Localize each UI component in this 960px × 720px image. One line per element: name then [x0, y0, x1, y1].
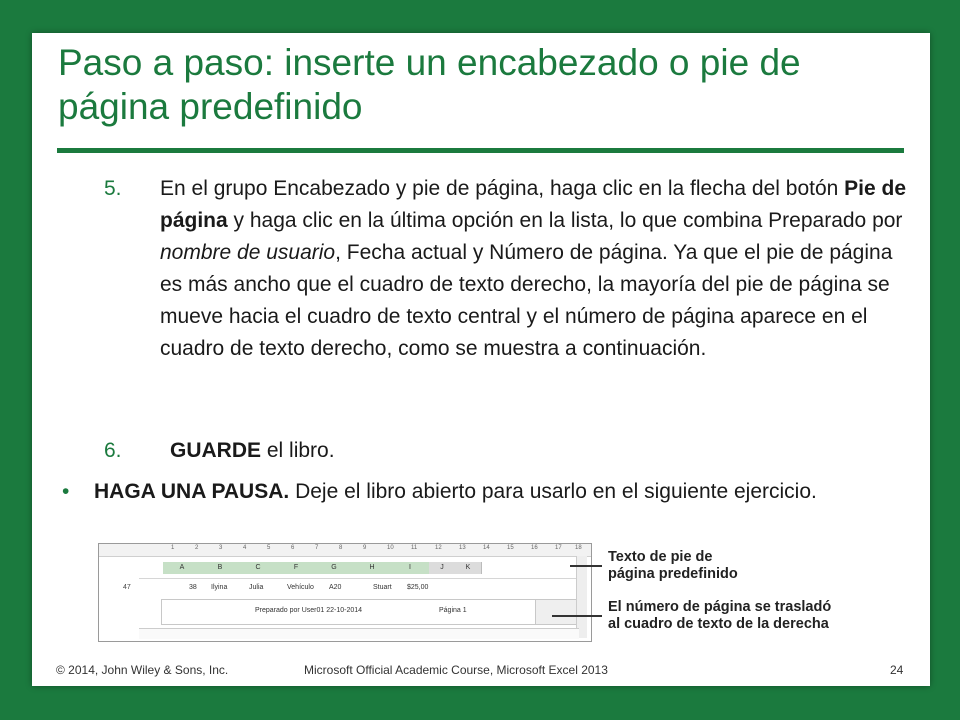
ruler-tick: 18 [575, 545, 582, 551]
ruler-tick: 2 [195, 545, 199, 551]
column-header: H [353, 562, 392, 574]
footer-course: Microsoft Official Academic Course, Microsoft Excel 2013 [304, 663, 608, 677]
slide-title: Paso a paso: inserte un encabezado o pie de página predefinido [58, 42, 801, 127]
ruler [99, 544, 591, 557]
ruler-tick: 16 [531, 545, 538, 551]
ruler-tick: 13 [459, 545, 466, 551]
cell: Stuart [373, 584, 392, 591]
footer-right-box [535, 599, 577, 625]
ruler-tick: 15 [507, 545, 514, 551]
vertical-scrollbar [576, 556, 587, 638]
cell: A20 [329, 584, 342, 591]
column-header: F [277, 562, 316, 574]
bullet-dot: • [62, 480, 70, 503]
bold-pie-de-pagina: Pie de página [160, 177, 907, 232]
column-header: A [163, 562, 202, 574]
bold-guarde: GUARDE [170, 439, 262, 462]
sheet-bottom-area [139, 628, 579, 639]
column-header: G [315, 562, 354, 574]
ruler-tick: 3 [219, 545, 223, 551]
step-6-text: GUARDE el libro. [170, 439, 335, 462]
ruler-tick: 12 [435, 545, 442, 551]
callout-1: Texto de pie de página predefinido [608, 549, 738, 582]
callout-line-1 [570, 565, 602, 567]
italic-nombre-usuario: nombre de usuario [160, 241, 336, 264]
grid-line [139, 578, 579, 579]
ruler-tick: 7 [315, 545, 319, 551]
ruler-tick: 17 [555, 545, 562, 551]
ruler-tick: 5 [267, 545, 271, 551]
column-header: B [201, 562, 240, 574]
ruler-tick: 11 [411, 545, 418, 551]
excel-footer-screenshot [98, 543, 592, 642]
column-header: I [391, 562, 430, 574]
bold-haga-una-pausa: HAGA UNA PAUSA. [94, 480, 290, 503]
ruler-tick: 8 [339, 545, 343, 551]
slide [32, 33, 930, 686]
footer-right-text: Página 1 [439, 607, 467, 614]
footer-copyright: © 2014, John Wiley & Sons, Inc. [56, 663, 229, 677]
ruler-tick: 10 [387, 545, 394, 551]
cell: Vehículo [287, 584, 314, 591]
step-6-number: 6. [104, 439, 122, 462]
footer-page-number: 24 [890, 663, 904, 677]
cell: Julia [249, 584, 264, 591]
row-number: 47 [123, 584, 131, 591]
ruler-tick: 14 [483, 545, 490, 551]
column-header: C [239, 562, 278, 574]
ruler-tick: 1 [171, 545, 175, 551]
cell: Ilyina [211, 584, 228, 591]
ruler-tick: 4 [243, 545, 247, 551]
column-headers [163, 562, 483, 575]
cell: $25,00 [407, 584, 429, 591]
title-divider [57, 148, 904, 153]
step-5-number: 5. [104, 177, 122, 200]
callout-2: El número de página se trasladó al cuadro de texto de la derecha [608, 599, 832, 632]
bullet-text: HAGA UNA PAUSA. Deje el libro abierto para usarlo en el siguiente ejercicio. [94, 480, 817, 503]
footer-center-text: Preparado por User01 22-10-2014 [255, 607, 363, 614]
cell: 38 [189, 584, 197, 591]
callout-line-2 [552, 615, 602, 617]
column-header: K [455, 562, 482, 574]
ruler-tick: 6 [291, 545, 295, 551]
column-header: J [429, 562, 456, 574]
ruler-tick: 9 [363, 545, 367, 551]
step-5-text: En el grupo Encabezado y pie de página, haga clic en la flecha del botón Pie de página y haga clic en la última opción en la lista, lo que combina Preparado por nombre de usuario, Fecha actual y Número de página. Ya que el pie de página es más ancho que el cuadro de texto derecho, la mayoría del pie de página se mueve hacia el cuadro de texto central y el número de página aparece en el cuadro de texto derecho, como se muestra a continuación. [160, 177, 907, 360]
